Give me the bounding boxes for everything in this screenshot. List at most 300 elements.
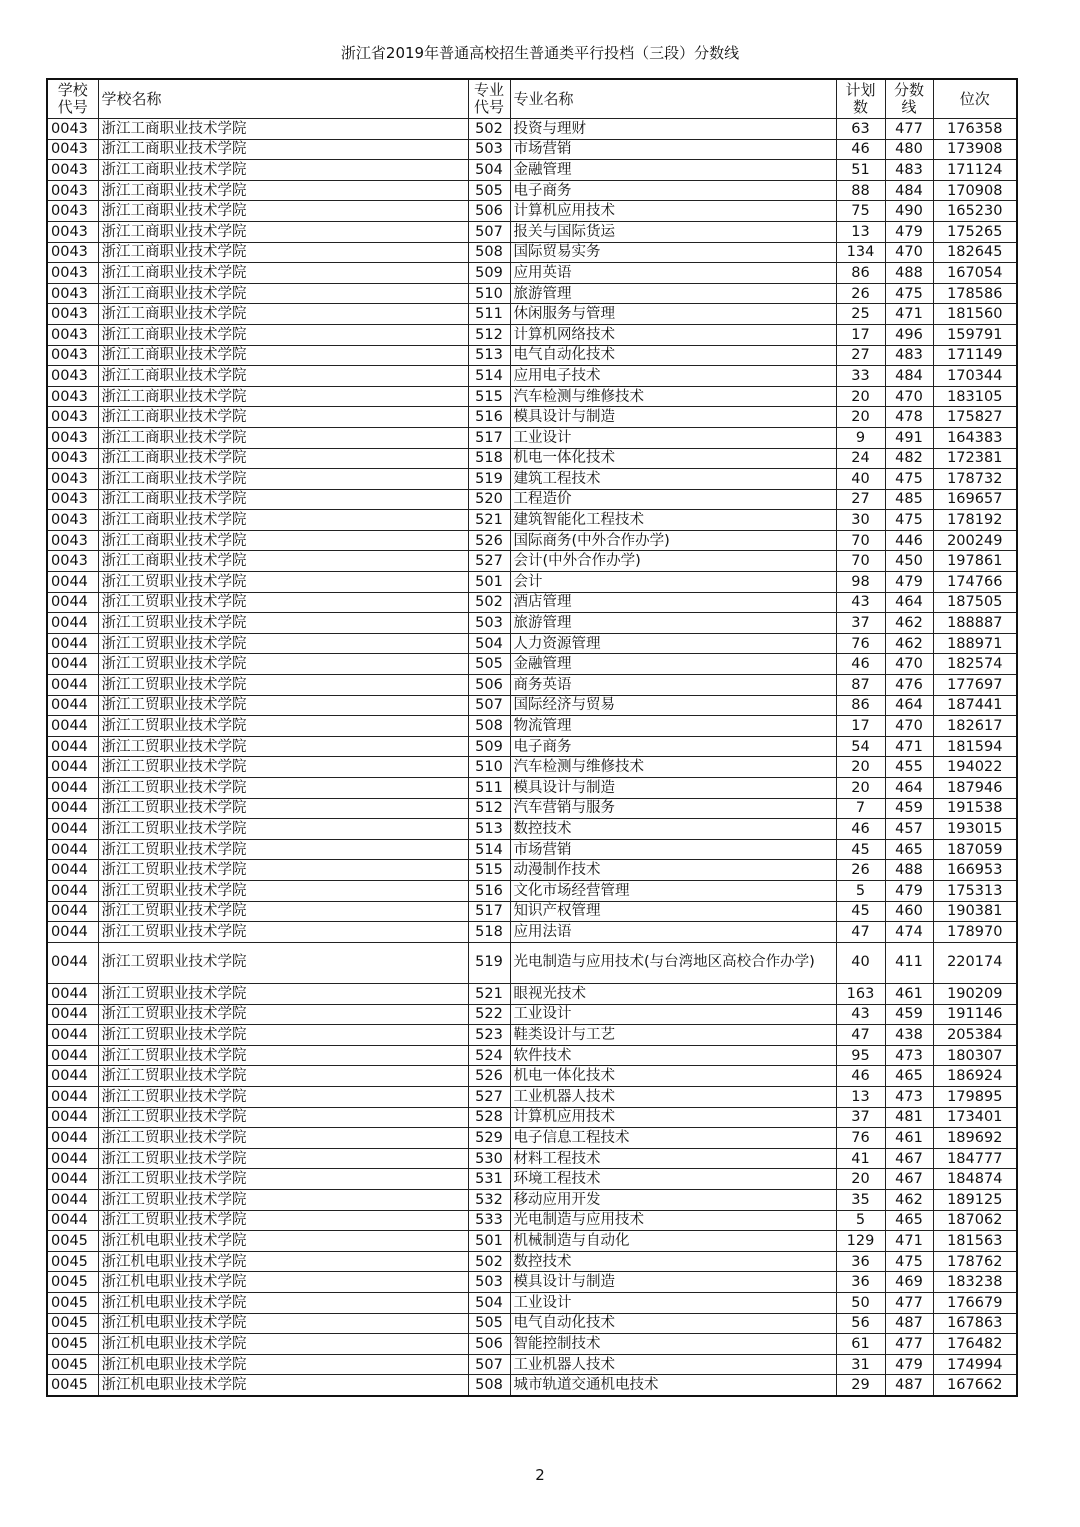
- cell-plan: 40: [836, 942, 885, 983]
- cell-score: 470: [885, 654, 933, 675]
- cell-score: 475: [885, 283, 933, 304]
- cell-major-name: 汽车检测与维修技术: [510, 386, 836, 407]
- cell-rank: 190209: [933, 984, 1017, 1005]
- cell-rank: 164383: [933, 427, 1017, 448]
- cell-major-code: 515: [468, 386, 510, 407]
- cell-major-name: 机械制造与自动化: [510, 1231, 836, 1252]
- cell-school-code: 0045: [47, 1251, 98, 1272]
- cell-major-name: 智能控制技术: [510, 1334, 836, 1355]
- cell-school-name: 浙江工贸职业技术学院: [98, 984, 468, 1005]
- table-row: [47, 448, 1017, 469]
- cell-major-code: 505: [468, 1313, 510, 1334]
- cell-plan: 86: [836, 263, 885, 284]
- cell-major-name: 计算机网络技术: [510, 324, 836, 345]
- cell-score: 488: [885, 263, 933, 284]
- cell-major-code: 518: [468, 922, 510, 943]
- cell-score: 496: [885, 324, 933, 345]
- cell-school-name: 浙江工贸职业技术学院: [98, 654, 468, 675]
- cell-score: 479: [885, 221, 933, 242]
- cell-major-code: 533: [468, 1210, 510, 1231]
- cell-school-code: 0044: [47, 1087, 98, 1108]
- cell-major-code: 503: [468, 139, 510, 160]
- cell-score: 461: [885, 984, 933, 1005]
- table-row: [47, 880, 1017, 901]
- cell-score: 411: [885, 942, 933, 983]
- cell-score: 475: [885, 469, 933, 490]
- table-row: [47, 1313, 1017, 1334]
- cell-school-name: 浙江工贸职业技术学院: [98, 633, 468, 654]
- table-row: [47, 1375, 1017, 1396]
- cell-school-code: 0043: [47, 221, 98, 242]
- cell-major-name: 数控技术: [510, 819, 836, 840]
- cell-major-code: 512: [468, 324, 510, 345]
- cell-school-name: 浙江工商职业技术学院: [98, 139, 468, 160]
- cell-rank: 175827: [933, 407, 1017, 428]
- cell-score: 483: [885, 345, 933, 366]
- cell-school-code: 0045: [47, 1334, 98, 1355]
- table-row: [47, 1231, 1017, 1252]
- cell-rank: 205384: [933, 1025, 1017, 1046]
- cell-score: 477: [885, 1292, 933, 1313]
- cell-major-code: 516: [468, 880, 510, 901]
- cell-rank: 181594: [933, 736, 1017, 757]
- table-row: [47, 1004, 1017, 1025]
- cell-rank: 176679: [933, 1292, 1017, 1313]
- table-row: [47, 819, 1017, 840]
- cell-rank: 182574: [933, 654, 1017, 675]
- cell-score: 482: [885, 448, 933, 469]
- cell-major-code: 508: [468, 716, 510, 737]
- cell-school-name: 浙江机电职业技术学院: [98, 1334, 468, 1355]
- cell-major-name: 休闲服务与管理: [510, 304, 836, 325]
- cell-plan: 47: [836, 922, 885, 943]
- cell-school-code: 0044: [47, 592, 98, 613]
- table-row: [47, 1087, 1017, 1108]
- cell-plan: 45: [836, 901, 885, 922]
- cell-major-code: 502: [468, 1251, 510, 1272]
- table-row: [47, 695, 1017, 716]
- cell-major-code: 510: [468, 283, 510, 304]
- cell-major-code: 511: [468, 304, 510, 325]
- cell-school-code: 0043: [47, 160, 98, 181]
- cell-rank: 181560: [933, 304, 1017, 325]
- cell-major-name: 模具设计与制造: [510, 778, 836, 799]
- cell-rank: 173401: [933, 1107, 1017, 1128]
- cell-rank: 165230: [933, 201, 1017, 222]
- table-row: [47, 263, 1017, 284]
- cell-school-code: 0044: [47, 1107, 98, 1128]
- cell-major-name: 工程造价: [510, 489, 836, 510]
- cell-school-code: 0044: [47, 1148, 98, 1169]
- table-row: [47, 839, 1017, 860]
- table-row: [47, 407, 1017, 428]
- table-row: [47, 572, 1017, 593]
- table-row: [47, 1148, 1017, 1169]
- cell-major-name: 工业设计: [510, 427, 836, 448]
- cell-major-code: 530: [468, 1148, 510, 1169]
- cell-school-name: 浙江工贸职业技术学院: [98, 592, 468, 613]
- document-title: 浙江省2019年普通高校招生普通类平行投档（三段）分数线: [340, 44, 740, 62]
- table-row: [47, 551, 1017, 572]
- cell-score: 477: [885, 1334, 933, 1355]
- cell-score: 455: [885, 757, 933, 778]
- cell-score: 487: [885, 1313, 933, 1334]
- cell-major-name: 光电制造与应用技术(与台湾地区高校合作办学): [510, 942, 836, 983]
- cell-major-name: 动漫制作技术: [510, 860, 836, 881]
- cell-school-code: 0043: [47, 345, 98, 366]
- cell-school-code: 0043: [47, 324, 98, 345]
- cell-plan: 70: [836, 530, 885, 551]
- cell-score: 471: [885, 304, 933, 325]
- cell-rank: 183238: [933, 1272, 1017, 1293]
- cell-school-name: 浙江工贸职业技术学院: [98, 736, 468, 757]
- cell-score: 469: [885, 1272, 933, 1293]
- cell-school-code: 0044: [47, 1066, 98, 1087]
- cell-school-name: 浙江工商职业技术学院: [98, 366, 468, 387]
- cell-major-code: 504: [468, 1292, 510, 1313]
- cell-school-code: 0044: [47, 695, 98, 716]
- cell-plan: 33: [836, 366, 885, 387]
- table-row: [47, 901, 1017, 922]
- cell-score: 461: [885, 1128, 933, 1149]
- cell-major-name: 数控技术: [510, 1251, 836, 1272]
- cell-score: 477: [885, 119, 933, 140]
- cell-score: 462: [885, 1189, 933, 1210]
- cell-school-name: 浙江工贸职业技术学院: [98, 1066, 468, 1087]
- cell-school-name: 浙江工商职业技术学院: [98, 427, 468, 448]
- cell-major-code: 518: [468, 448, 510, 469]
- table-row: [47, 304, 1017, 325]
- cell-plan: 13: [836, 221, 885, 242]
- table-row: [47, 1251, 1017, 1272]
- header-major-code: 专业代号: [468, 79, 510, 119]
- cell-major-code: 517: [468, 901, 510, 922]
- cell-score: 473: [885, 1045, 933, 1066]
- cell-score: 471: [885, 1231, 933, 1252]
- cell-plan: 46: [836, 819, 885, 840]
- table-row: [47, 736, 1017, 757]
- cell-plan: 54: [836, 736, 885, 757]
- cell-score: 478: [885, 407, 933, 428]
- cell-plan: 75: [836, 201, 885, 222]
- cell-plan: 88: [836, 180, 885, 201]
- cell-score: 483: [885, 160, 933, 181]
- cell-school-code: 0045: [47, 1354, 98, 1375]
- cell-major-code: 523: [468, 1025, 510, 1046]
- cell-major-name: 电气自动化技术: [510, 345, 836, 366]
- cell-major-code: 531: [468, 1169, 510, 1190]
- cell-rank: 181563: [933, 1231, 1017, 1252]
- cell-school-name: 浙江工商职业技术学院: [98, 324, 468, 345]
- cell-rank: 182645: [933, 242, 1017, 263]
- cell-school-name: 浙江机电职业技术学院: [98, 1313, 468, 1334]
- cell-rank: 190381: [933, 901, 1017, 922]
- cell-major-name: 应用英语: [510, 263, 836, 284]
- cell-score: 459: [885, 798, 933, 819]
- cell-school-code: 0044: [47, 736, 98, 757]
- cell-major-code: 510: [468, 757, 510, 778]
- cell-school-name: 浙江机电职业技术学院: [98, 1292, 468, 1313]
- cell-school-code: 0044: [47, 613, 98, 634]
- cell-score: 462: [885, 633, 933, 654]
- table-row: [47, 160, 1017, 181]
- cell-school-name: 浙江工商职业技术学院: [98, 304, 468, 325]
- cell-rank: 175313: [933, 880, 1017, 901]
- cell-plan: 86: [836, 695, 885, 716]
- table-row: [47, 530, 1017, 551]
- cell-score: 446: [885, 530, 933, 551]
- table-row: [47, 1045, 1017, 1066]
- cell-school-name: 浙江工贸职业技术学院: [98, 1128, 468, 1149]
- cell-major-name: 软件技术: [510, 1045, 836, 1066]
- cell-major-code: 514: [468, 366, 510, 387]
- cell-major-name: 机电一体化技术: [510, 1066, 836, 1087]
- cell-school-code: 0043: [47, 407, 98, 428]
- table-header-row: [47, 79, 1017, 119]
- cell-school-name: 浙江工商职业技术学院: [98, 160, 468, 181]
- cell-major-code: 516: [468, 407, 510, 428]
- cell-rank: 194022: [933, 757, 1017, 778]
- cell-major-name: 环境工程技术: [510, 1169, 836, 1190]
- cell-major-name: 模具设计与制造: [510, 407, 836, 428]
- cell-rank: 169657: [933, 489, 1017, 510]
- table-row: [47, 242, 1017, 263]
- cell-school-name: 浙江工贸职业技术学院: [98, 1169, 468, 1190]
- table-row: [47, 1272, 1017, 1293]
- cell-score: 473: [885, 1087, 933, 1108]
- cell-major-code: 506: [468, 1334, 510, 1355]
- cell-score: 465: [885, 1210, 933, 1231]
- cell-rank: 189692: [933, 1128, 1017, 1149]
- table-row: [47, 1128, 1017, 1149]
- cell-major-name: 汽车营销与服务: [510, 798, 836, 819]
- cell-rank: 180307: [933, 1045, 1017, 1066]
- cell-major-code: 526: [468, 1066, 510, 1087]
- table-row: [47, 984, 1017, 1005]
- cell-school-code: 0044: [47, 633, 98, 654]
- cell-rank: 170344: [933, 366, 1017, 387]
- cell-major-name: 建筑智能化工程技术: [510, 510, 836, 531]
- cell-school-name: 浙江工贸职业技术学院: [98, 1025, 468, 1046]
- cell-score: 476: [885, 675, 933, 696]
- cell-school-name: 浙江工商职业技术学院: [98, 510, 468, 531]
- cell-rank: 174994: [933, 1354, 1017, 1375]
- cell-school-code: 0043: [47, 201, 98, 222]
- cell-plan: 56: [836, 1313, 885, 1334]
- cell-rank: 191538: [933, 798, 1017, 819]
- cell-rank: 178192: [933, 510, 1017, 531]
- cell-plan: 47: [836, 1025, 885, 1046]
- cell-rank: 167054: [933, 263, 1017, 284]
- cell-school-name: 浙江工贸职业技术学院: [98, 798, 468, 819]
- cell-school-name: 浙江机电职业技术学院: [98, 1272, 468, 1293]
- cell-school-name: 浙江工商职业技术学院: [98, 448, 468, 469]
- header-school-name: 学校名称: [98, 79, 468, 119]
- cell-school-code: 0045: [47, 1292, 98, 1313]
- cell-school-name: 浙江工贸职业技术学院: [98, 942, 468, 983]
- cell-school-name: 浙江工贸职业技术学院: [98, 922, 468, 943]
- cell-major-name: 电子商务: [510, 180, 836, 201]
- cell-plan: 20: [836, 778, 885, 799]
- cell-score: 470: [885, 386, 933, 407]
- cell-plan: 41: [836, 1148, 885, 1169]
- cell-school-name: 浙江机电职业技术学院: [98, 1231, 468, 1252]
- table-row: [47, 922, 1017, 943]
- cell-plan: 13: [836, 1087, 885, 1108]
- cell-school-code: 0044: [47, 942, 98, 983]
- table-row: [47, 469, 1017, 490]
- cell-major-name: 机电一体化技术: [510, 448, 836, 469]
- cell-score: 464: [885, 592, 933, 613]
- table-row: [47, 489, 1017, 510]
- cell-score: 470: [885, 716, 933, 737]
- cell-score: 459: [885, 1004, 933, 1025]
- cell-school-code: 0043: [47, 530, 98, 551]
- cell-school-code: 0044: [47, 572, 98, 593]
- cell-rank: 197861: [933, 551, 1017, 572]
- cell-rank: 178970: [933, 922, 1017, 943]
- cell-school-name: 浙江工贸职业技术学院: [98, 1045, 468, 1066]
- cell-score: 462: [885, 613, 933, 634]
- cell-school-code: 0044: [47, 819, 98, 840]
- cell-major-code: 509: [468, 736, 510, 757]
- cell-score: 488: [885, 860, 933, 881]
- cell-score: 475: [885, 1251, 933, 1272]
- table-row: [47, 139, 1017, 160]
- cell-major-name: 眼视光技术: [510, 984, 836, 1005]
- cell-school-name: 浙江工商职业技术学院: [98, 283, 468, 304]
- cell-school-name: 浙江工商职业技术学院: [98, 345, 468, 366]
- cell-school-code: 0043: [47, 139, 98, 160]
- cell-rank: 191146: [933, 1004, 1017, 1025]
- cell-plan: 25: [836, 304, 885, 325]
- cell-major-name: 工业设计: [510, 1292, 836, 1313]
- cell-school-code: 0044: [47, 839, 98, 860]
- cell-major-code: 511: [468, 778, 510, 799]
- cell-major-name: 会计(中外合作办学): [510, 551, 836, 572]
- cell-school-code: 0044: [47, 716, 98, 737]
- cell-major-name: 材料工程技术: [510, 1148, 836, 1169]
- cell-major-code: 521: [468, 984, 510, 1005]
- cell-major-code: 512: [468, 798, 510, 819]
- table-row: [47, 1334, 1017, 1355]
- table-row: [47, 798, 1017, 819]
- cell-school-name: 浙江工商职业技术学院: [98, 221, 468, 242]
- cell-major-code: 503: [468, 1272, 510, 1293]
- cell-score: 475: [885, 510, 933, 531]
- cell-plan: 36: [836, 1272, 885, 1293]
- cell-major-code: 507: [468, 1354, 510, 1375]
- cell-major-code: 505: [468, 180, 510, 201]
- cell-score: 481: [885, 1107, 933, 1128]
- cell-major-name: 国际贸易实务: [510, 242, 836, 263]
- cell-school-name: 浙江工贸职业技术学院: [98, 819, 468, 840]
- cell-score: 480: [885, 139, 933, 160]
- cell-school-name: 浙江工贸职业技术学院: [98, 572, 468, 593]
- cell-plan: 27: [836, 345, 885, 366]
- cell-school-code: 0044: [47, 922, 98, 943]
- cell-school-code: 0044: [47, 798, 98, 819]
- cell-school-code: 0043: [47, 263, 98, 284]
- cell-score: 479: [885, 880, 933, 901]
- cell-major-code: 522: [468, 1004, 510, 1025]
- cell-rank: 171149: [933, 345, 1017, 366]
- cell-plan: 43: [836, 1004, 885, 1025]
- cell-plan: 51: [836, 160, 885, 181]
- cell-plan: 70: [836, 551, 885, 572]
- cell-school-code: 0045: [47, 1313, 98, 1334]
- table-row: [47, 942, 1017, 983]
- cell-rank: 167662: [933, 1375, 1017, 1396]
- cell-rank: 176358: [933, 119, 1017, 140]
- cell-plan: 37: [836, 1107, 885, 1128]
- cell-major-name: 市场营销: [510, 839, 836, 860]
- cell-school-name: 浙江工贸职业技术学院: [98, 901, 468, 922]
- cell-school-code: 0045: [47, 1231, 98, 1252]
- cell-rank: 220174: [933, 942, 1017, 983]
- table-row: [47, 860, 1017, 881]
- cell-rank: 167863: [933, 1313, 1017, 1334]
- cell-major-name: 会计: [510, 572, 836, 593]
- cell-rank: 171124: [933, 160, 1017, 181]
- cell-major-code: 513: [468, 819, 510, 840]
- table-row: [47, 510, 1017, 531]
- cell-rank: 184777: [933, 1148, 1017, 1169]
- cell-score: 438: [885, 1025, 933, 1046]
- cell-school-name: 浙江工商职业技术学院: [98, 242, 468, 263]
- cell-major-name: 旅游管理: [510, 613, 836, 634]
- cell-school-code: 0044: [47, 984, 98, 1005]
- cell-major-name: 国际商务(中外合作办学): [510, 530, 836, 551]
- table-row: [47, 221, 1017, 242]
- cell-major-code: 526: [468, 530, 510, 551]
- table-row: [47, 592, 1017, 613]
- cell-major-name: 城市轨道交通机电技术: [510, 1375, 836, 1396]
- cell-school-name: 浙江机电职业技术学院: [98, 1354, 468, 1375]
- cell-major-code: 504: [468, 160, 510, 181]
- cell-school-name: 浙江工商职业技术学院: [98, 530, 468, 551]
- cell-school-name: 浙江机电职业技术学院: [98, 1375, 468, 1396]
- cell-plan: 76: [836, 633, 885, 654]
- cell-school-name: 浙江工商职业技术学院: [98, 386, 468, 407]
- cell-school-code: 0043: [47, 119, 98, 140]
- cell-rank: 173908: [933, 139, 1017, 160]
- table-row: [47, 654, 1017, 675]
- cell-rank: 179895: [933, 1087, 1017, 1108]
- cell-major-code: 528: [468, 1107, 510, 1128]
- cell-school-name: 浙江工贸职业技术学院: [98, 1210, 468, 1231]
- cell-plan: 95: [836, 1045, 885, 1066]
- cell-major-code: 504: [468, 633, 510, 654]
- cell-school-code: 0045: [47, 1272, 98, 1293]
- cell-major-code: 505: [468, 654, 510, 675]
- table-row: [47, 1292, 1017, 1313]
- cell-school-code: 0043: [47, 386, 98, 407]
- cell-major-name: 物流管理: [510, 716, 836, 737]
- cell-major-code: 503: [468, 613, 510, 634]
- table-row: [47, 757, 1017, 778]
- cell-school-code: 0044: [47, 1045, 98, 1066]
- cell-plan: 29: [836, 1375, 885, 1396]
- cell-rank: 200249: [933, 530, 1017, 551]
- cell-plan: 45: [836, 839, 885, 860]
- cell-major-code: 508: [468, 1375, 510, 1396]
- table-row: [47, 633, 1017, 654]
- cell-rank: 182617: [933, 716, 1017, 737]
- cell-major-code: 527: [468, 551, 510, 572]
- cell-score: 460: [885, 901, 933, 922]
- cell-plan: 46: [836, 1066, 885, 1087]
